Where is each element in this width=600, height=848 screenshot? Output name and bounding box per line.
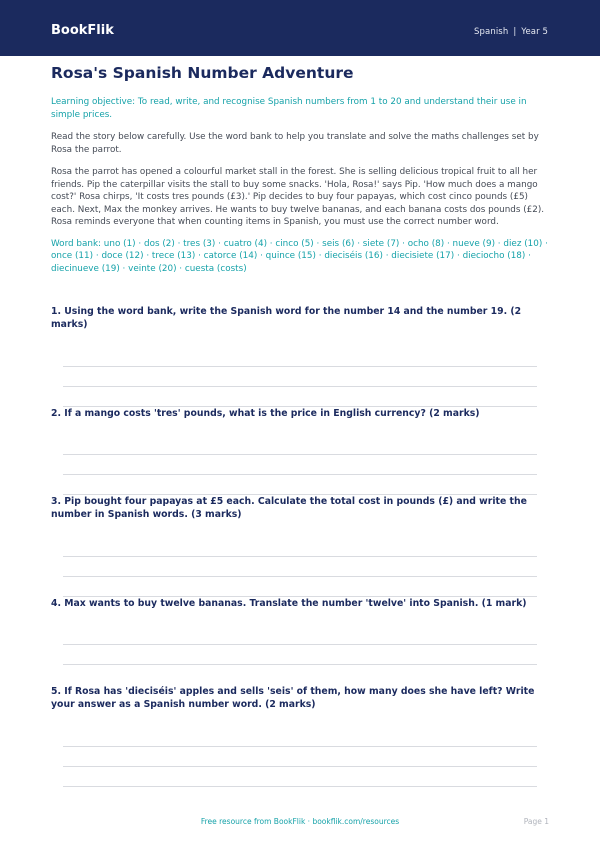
- word-bank: Word bank: uno (1) · dos (2) · tres (3) · cuatro (4) · cinco (5) · seis (6) · siete (7) · ocho (8) · nueve (9) · diez (10) · once (11) · doce (12) · trece (13) · catorce (14) · quince (15) · dieciséis (16) · diecisiete (17) · dieciocho (18) · diecinueve (19) · veinte (20) · cuesta (costs): [51, 238, 548, 274]
- header-meta: [474, 27, 548, 37]
- intro-section: [51, 96, 550, 275]
- question-2: 2. If a mango costs 'tres' pounds, what is the price in English currency? (2 marks): [51, 408, 480, 419]
- page-number: Page 1: [523, 817, 549, 826]
- question-1: 1. Using the word bank, write the Spanish word for the number 14 and the number 19. (2 marks): [51, 306, 522, 330]
- brand-logo[interactable]: BookFlik: [51, 23, 114, 38]
- answer-line[interactable]: [63, 576, 537, 577]
- learning-objective: Learning objective: To read, write, and recognise Spanish numbers from 1 to 20 and understand their use in simple prices.: [51, 97, 527, 120]
- year-label: Year 5: [521, 27, 548, 37]
- subject-label: Spanish: [474, 27, 509, 37]
- question-3: 3. Pip bought four papayas at £5 each. Calculate the total cost in pounds (£) and write the number in Spanish words. (3 marks): [51, 496, 527, 520]
- answer-line[interactable]: [63, 766, 537, 767]
- answer-line[interactable]: [63, 664, 537, 665]
- page-title: Rosa's Spanish Number Adventure: [51, 64, 354, 82]
- meta-separator: |: [513, 27, 517, 37]
- answer-line[interactable]: [63, 556, 537, 557]
- answer-line[interactable]: [63, 786, 537, 787]
- story-text: Rosa the parrot has opened a colourful market stall in the forest. She is selling delicious tropical fruit to all her friends. Pip the caterpillar visits the stall to buy some snacks. 'Hola, Rosa!' says Pip. 'How much does a mango cost?' Rosa chirps, 'It costs tres pounds (£3).' Pip decides to buy four papayas, which cost cinco pounds (£5) each. Next, Max the monkey arrives. He wants to buy twelve bananas, and each banana costs dos pounds (£2). Rosa reminds everyone that when counting items in Spanish, you must use the correct number word.: [51, 167, 545, 227]
- answer-line[interactable]: [63, 454, 537, 455]
- answer-line[interactable]: [63, 474, 537, 475]
- answer-line[interactable]: [63, 386, 537, 387]
- question-4: 4. Max wants to buy twelve bananas. Translate the number 'twelve' into Spanish. (1 mark): [51, 598, 527, 609]
- footer-link[interactable]: Free resource from BookFlik · bookflik.com/resources: [200, 817, 400, 826]
- answer-line[interactable]: [63, 746, 537, 747]
- answer-line[interactable]: [63, 644, 537, 645]
- question-5: 5. If Rosa has 'dieciséis' apples and sells 'seis' of them, how many does she have left? Write your answer as a Spanish number word. (2 marks): [51, 686, 535, 710]
- answer-line[interactable]: [63, 366, 537, 367]
- instructions-text: Read the story below carefully. Use the word bank to help you translate and solve the maths challenges set by Rosa the parrot.: [51, 132, 539, 155]
- header-bar: [0, 0, 600, 56]
